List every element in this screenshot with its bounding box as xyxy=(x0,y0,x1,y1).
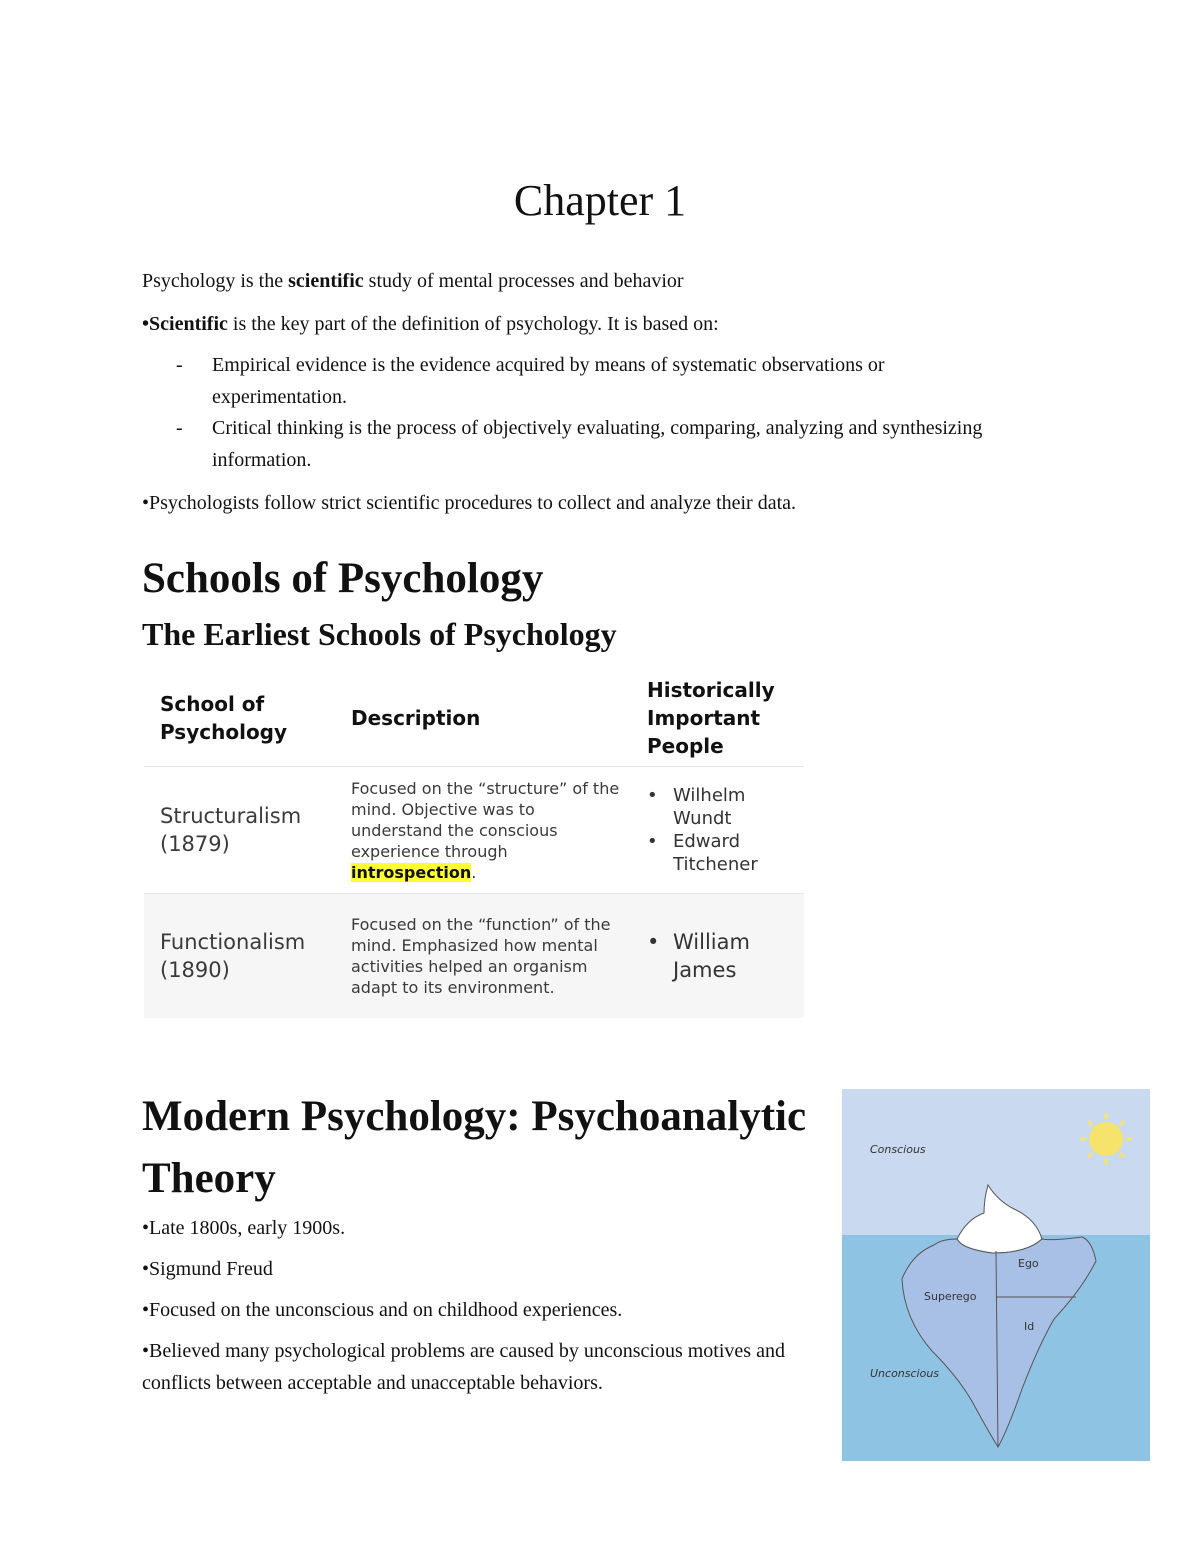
earliest-schools-heading: The Earliest Schools of Psychology xyxy=(142,616,617,652)
modern-psychology-heading: Modern Psychology: Psychoanalytic Theory xyxy=(142,1093,807,1202)
description-text: Focused on the “structure” of the mind. Objective was to understand the conscious experience through xyxy=(351,778,620,861)
intro-scientific xyxy=(142,309,719,340)
iceberg-diagram xyxy=(842,1089,1150,1461)
label-superego: Superego xyxy=(924,1290,977,1303)
definition-text-start: Psychology is the xyxy=(142,270,289,292)
basis-item-critical xyxy=(142,413,1022,476)
person-item xyxy=(647,928,804,984)
basis-list xyxy=(142,350,1022,476)
person-item xyxy=(647,784,804,830)
school-description xyxy=(335,767,631,894)
bullet-marker: • xyxy=(647,930,660,954)
scientific-bullet: • xyxy=(142,313,150,335)
schools-heading: Schools of Psychology xyxy=(142,555,544,602)
modern-bullet: •Sigmund Freud xyxy=(142,1258,273,1280)
intro-procedures: •Psychologists follow strict scientific procedures to collect and analyze their data. xyxy=(142,492,797,514)
school-description: Focused on the “function” of the mind. Emphasized how mental activities helped an organism adapt to its environment. xyxy=(335,894,631,1019)
label-unconscious: Unconscious xyxy=(870,1367,940,1380)
modern-bullet: •Believed many psychological problems are caused by unconscious motives and conflicts between acceptable and unacceptable behaviors. xyxy=(142,1340,785,1394)
label-conscious: Conscious xyxy=(870,1143,926,1156)
person-item xyxy=(647,830,804,876)
highlighted-term: introspection xyxy=(351,862,472,882)
schools-table xyxy=(144,670,804,1018)
basis-item-text: Critical thinking is the process of objectively evaluating, comparing, analyzing and synthesizing information. xyxy=(212,417,983,471)
school-name: Structuralism (1879) xyxy=(144,767,335,894)
dash-marker: - xyxy=(176,417,183,439)
basis-item-text: Empirical evidence is the evidence acquired by means of systematic observations or experimentation. xyxy=(212,354,885,408)
person-name: Wilhelm Wundt xyxy=(673,785,746,829)
bullet-marker: • xyxy=(647,831,658,852)
intro-definition xyxy=(142,266,684,297)
people-list xyxy=(647,784,804,876)
people-list xyxy=(647,928,804,984)
modern-bullet: •Focused on the unconscious and on childhood experiences. xyxy=(142,1299,623,1321)
person-name: Edward Titchener xyxy=(673,831,758,875)
definition-text-end: study of mental processes and behavior xyxy=(363,270,684,292)
definition-bold-word: scientific xyxy=(288,270,364,292)
school-people xyxy=(631,894,804,1019)
table-row xyxy=(144,894,804,1019)
header-school: School of Psychology xyxy=(160,692,288,744)
label-ego: Ego xyxy=(1018,1257,1039,1270)
scientific-bold-word: Scientific xyxy=(149,313,228,335)
bullet-marker: • xyxy=(647,785,658,806)
dash-marker: - xyxy=(176,354,183,376)
school-name: Functionalism (1890) xyxy=(144,894,335,1019)
table-header-row xyxy=(144,670,804,767)
person-name: William James xyxy=(673,930,750,982)
header-description: Description xyxy=(351,706,481,730)
chapter-title: Chapter 1 xyxy=(513,176,687,226)
modern-bullet: •Late 1800s, early 1900s. xyxy=(142,1217,346,1239)
header-people: Historically Important People xyxy=(647,678,775,758)
table-row xyxy=(144,767,804,894)
basis-item-empirical xyxy=(142,350,1022,413)
description-end: . xyxy=(471,862,477,882)
scientific-rest: is the key part of the definition of psychology. It is based on: xyxy=(227,313,719,335)
label-id: Id xyxy=(1024,1320,1035,1333)
school-people xyxy=(631,767,804,894)
